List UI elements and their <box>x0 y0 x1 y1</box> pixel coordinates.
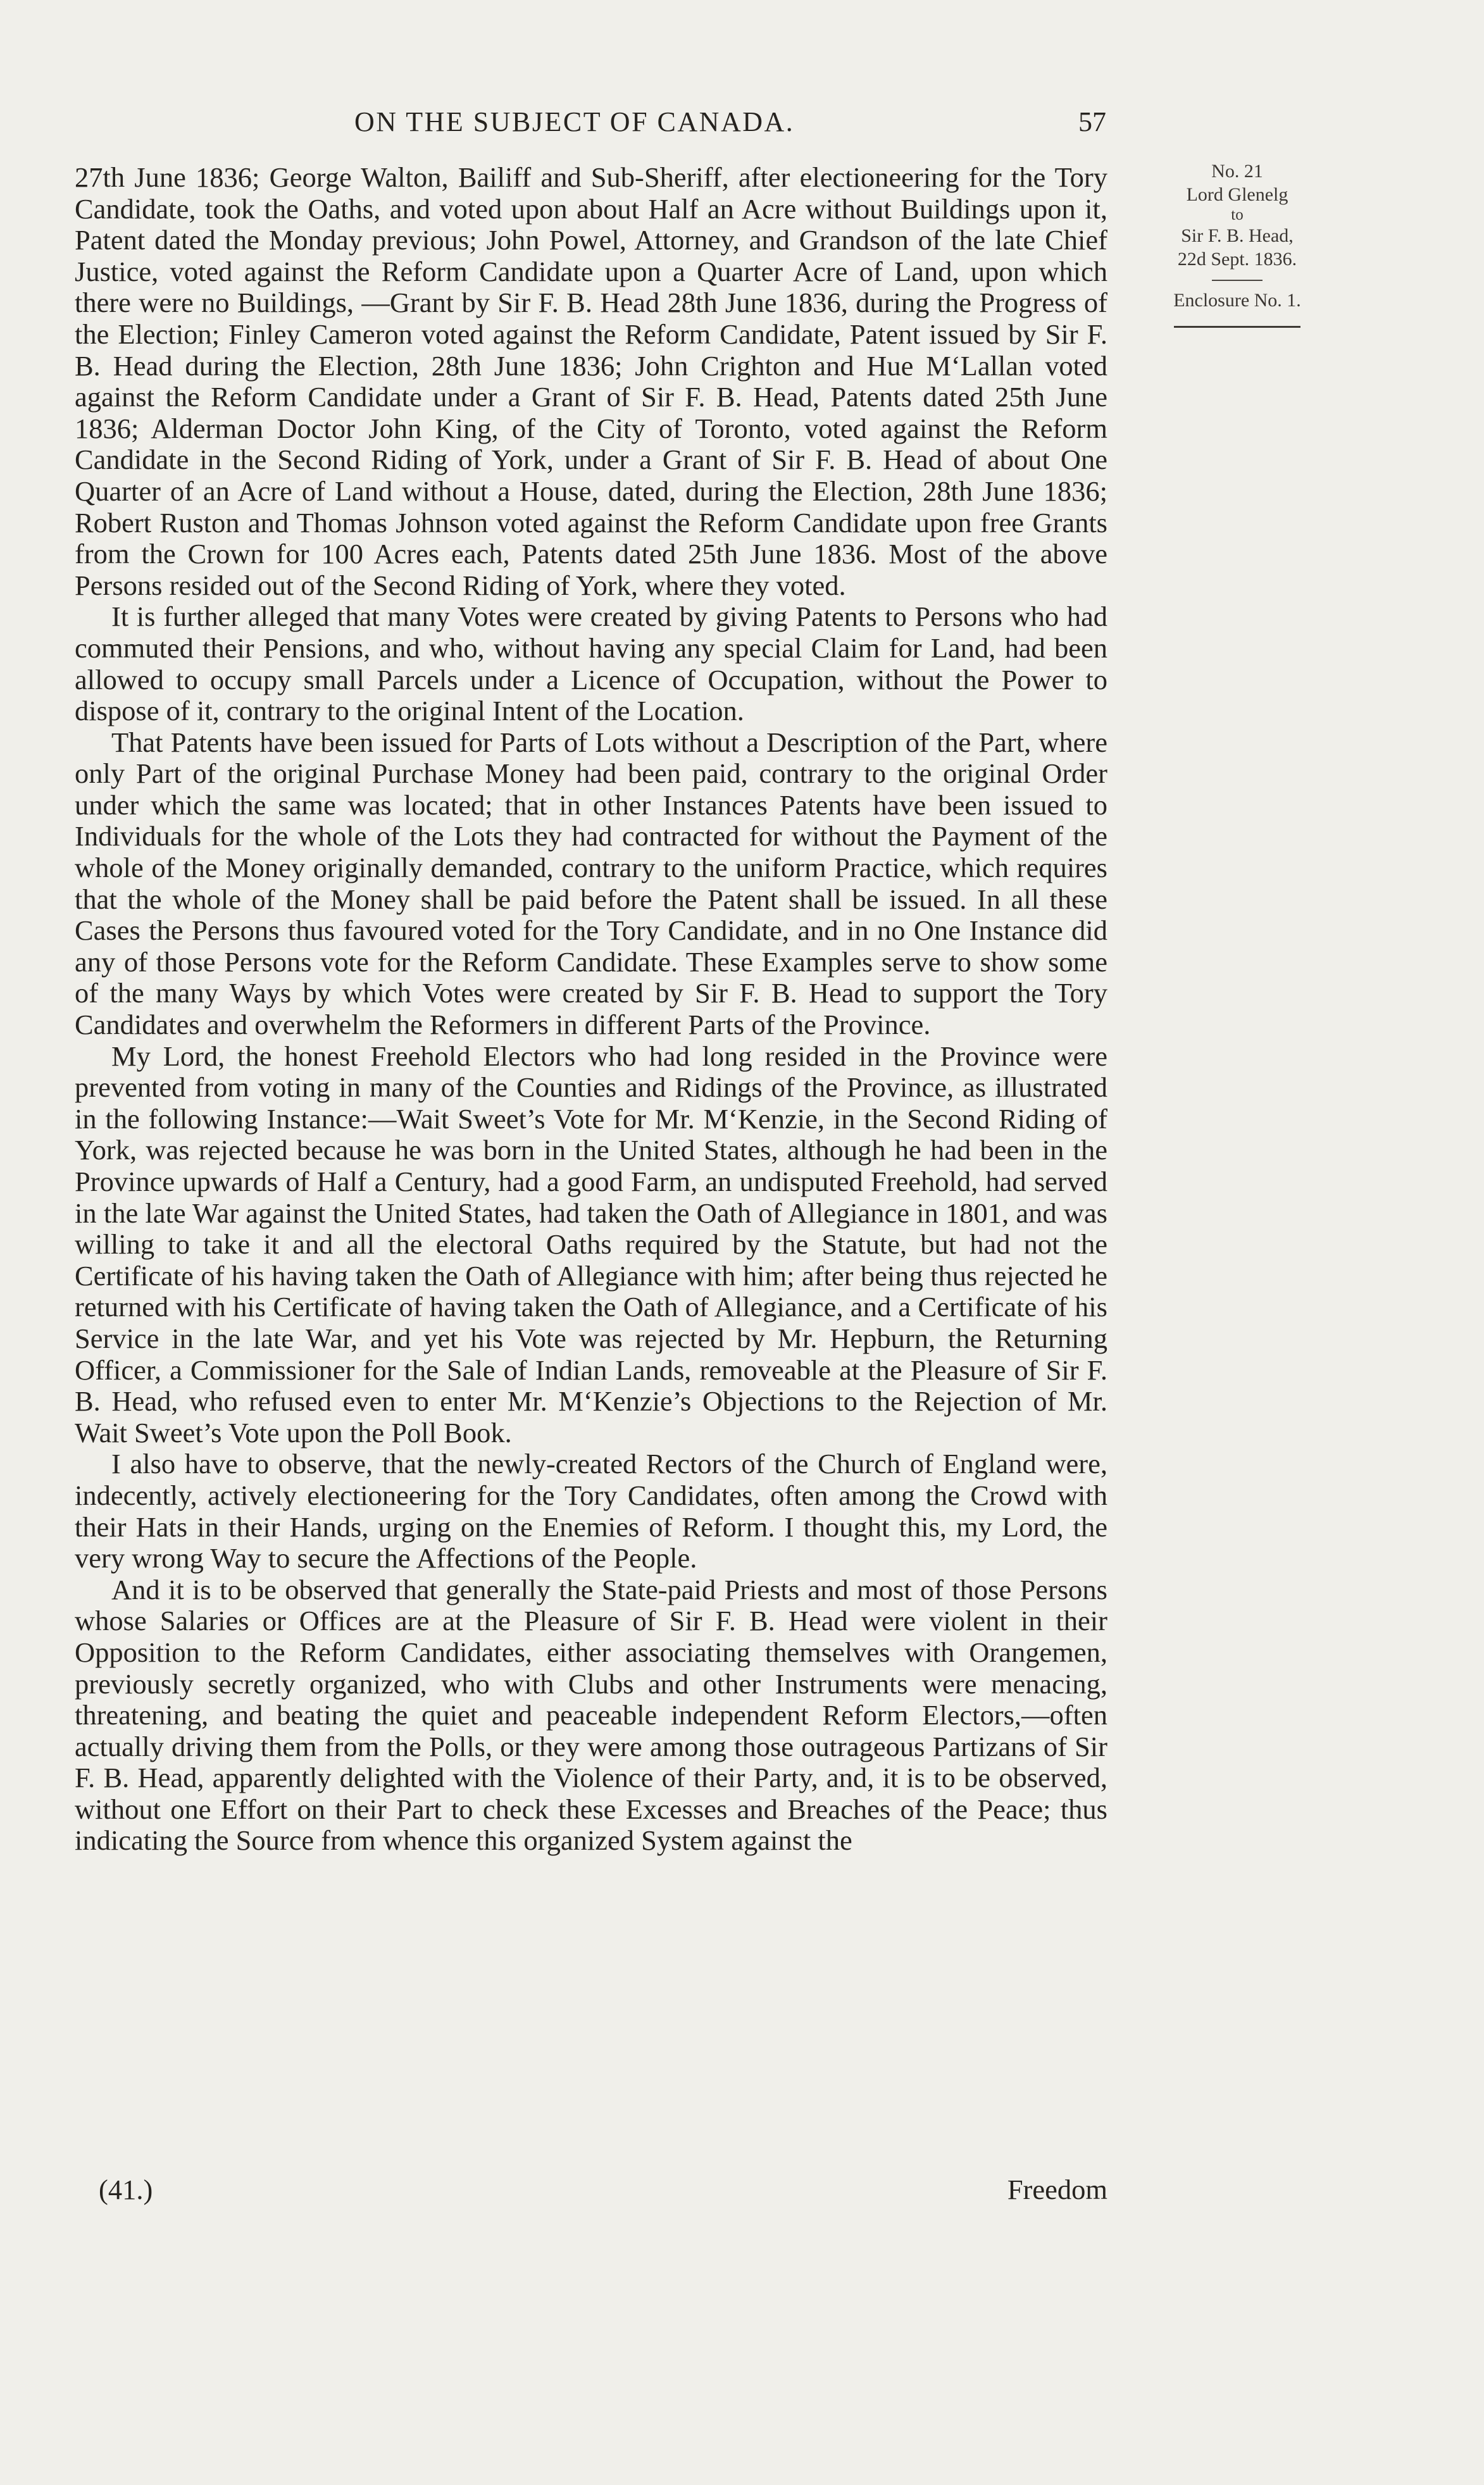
page-number: 57 <box>1078 106 1106 137</box>
margin-note <box>1133 159 1342 328</box>
margin-note-recipient: Sir F. B. Head, <box>1181 225 1294 246</box>
margin-note-number: No. 21 <box>1211 161 1263 182</box>
running-title: ON THE SUBJECT OF CANADA. <box>354 106 795 137</box>
paragraph-4: My Lord, the honest Freehold Electors who had long resided in the Province were prevented from voting in many of the Counties and Ridings of the Province, as illustrated in the following Instance:—Wait Sweet’s Vote for Mr. M‘Kenzie, in the Second Riding of York, was rejected because he was born in the United States, although he had been in the Province upwards of Half a Century, had a good Farm, an undisputed Freehold, had served in the late War against the United States, had taken the Oath of Allegiance in 1801, and was willing to take it and all the electoral Oaths required by the Statute, but had not the Certificate of his having taken the Oath of Allegiance with him; after being thus rejected he returned with his Certificate of having taken the Oath of Allegiance, and a Certificate of his Service in the late War, and yet his Vote was rejected by Mr. Hepburn, the Returning Officer, a Commissioner for the Sale of Indian Lands, removeable at the Pleasure of Sir F. B. Head, who refused even to enter Mr. M‘Kenzie’s Objections to the Rejection of Mr. Wait Sweet’s Vote upon the Poll Book. <box>75 1040 1107 1448</box>
body-text <box>75 162 1107 1857</box>
margin-divider <box>1212 280 1263 281</box>
margin-note-enclosure: Enclosure No. 1. <box>1173 290 1301 311</box>
running-header <box>354 106 1114 150</box>
paragraph-3: That Patents have been issued for Parts of Lots without a Description of the Part, where only Part of the original Purchase Money had been paid, contrary to the original Order under which the same was located; that in other Instances Patents have been issued to Individuals for the whole of the Lots they had contracted for without the Payment of the whole of the Money originally demanded, contrary to the uniform Practice, which requires that the whole of the Money shall be paid before the Patent shall be issued. In all these Cases the Persons thus favoured voted for the Tory Candidate, and in no One Instance did any of those Persons vote for the Reform Candidate. These Examples serve to show some of the many Ways by which Votes were created by Sir F. B. Head to support the Tory Candidates and overwhelm the Reformers in different Parts of the Province. <box>75 726 1107 1041</box>
margin-note-date: 22d Sept. 1836. <box>1177 249 1297 270</box>
paragraph-1: 27th June 1836; George Walton, Bailiff and Sub-Sheriff, after electioneering for the Tory Candidate, took the Oaths, and voted upon about Half an Acre without Buildings upon it, Patent dated the Monday previous; John Powel, Attorney, and Grandson of the late Chief Justice, voted against the Reform Candidate upon a Quarter Acre of Land, upon which there were no Buildings, —Grant by Sir F. B. Head 28th June 1836, during the Progress of the Election; Finley Cameron voted against the Reform Candidate, Patent issued by Sir F. B. Head during the Election, 28th June 1836; John Crighton and Hue M‘Lallan voted against the Reform Candidate under a Grant of Sir F. B. Head, Patents dated 25th June 1836; Alderman Doctor John King, of the City of Toronto, voted against the Reform Candidate in the Second Riding of York, under a Grant of Sir F. B. Head of about One Quarter of an Acre of Land without a House, dated, during the Election, 28th June 1836; Robert Ruston and Thomas Johnson voted against the Reform Candidate upon free Grants from the Crown for 100 Acres each, Patents dated 25th June 1836. Most of the above Persons resided out of the Second Riding of York, where they voted. <box>75 161 1107 601</box>
margin-rule <box>1174 326 1300 328</box>
paragraph-6: And it is to be observed that generally the State-paid Priests and most of those Persons whose Salaries or Offices are at the Pleasure of Sir F. B. Head were violent in their Opposition to the Reform Candidates, either associating themselves with Orangemen, previously secretly organized, who with Clubs and other Instruments were menacing, threatening, and beating the quiet and peaceable independent Reform Electors,—often actually driving them from the Polls, or they were among those outrageous Partizans of Sir F. B. Head, apparently delighted with the Violence of their Party, and, it is to be observed, without one Effort on their Part to check these Excesses and Breaches of the Peace; thus indicating the Source from whence this organized System against the <box>75 1573 1107 1857</box>
page-footer <box>75 2173 1107 2211</box>
margin-note-from: Lord Glenelg <box>1186 184 1288 205</box>
paragraph-2: It is further alleged that many Votes were created by giving Patents to Persons who had commuted their Pensions, and who, without having any special Claim for Land, had been allowed to occupy small Parcels under a Licence of Occupation, without the Power to dispose of it, contrary to the original Intent of the Location. <box>75 601 1107 727</box>
margin-note-to: to <box>1231 206 1244 223</box>
catchword: Freedom <box>1007 2174 1107 2205</box>
paragraph-5: I also have to observe, that the newly-created Rectors of the Church of England were, indecently, actively electioneering for the Tory Candidates, often among the Crowd with their Hats in their Hands, urging on the Enemies of Reform. I thought this, my Lord, the very wrong Way to secure the Affections of the People. <box>75 1448 1107 1574</box>
signature-mark: (41.) <box>99 2174 153 2205</box>
